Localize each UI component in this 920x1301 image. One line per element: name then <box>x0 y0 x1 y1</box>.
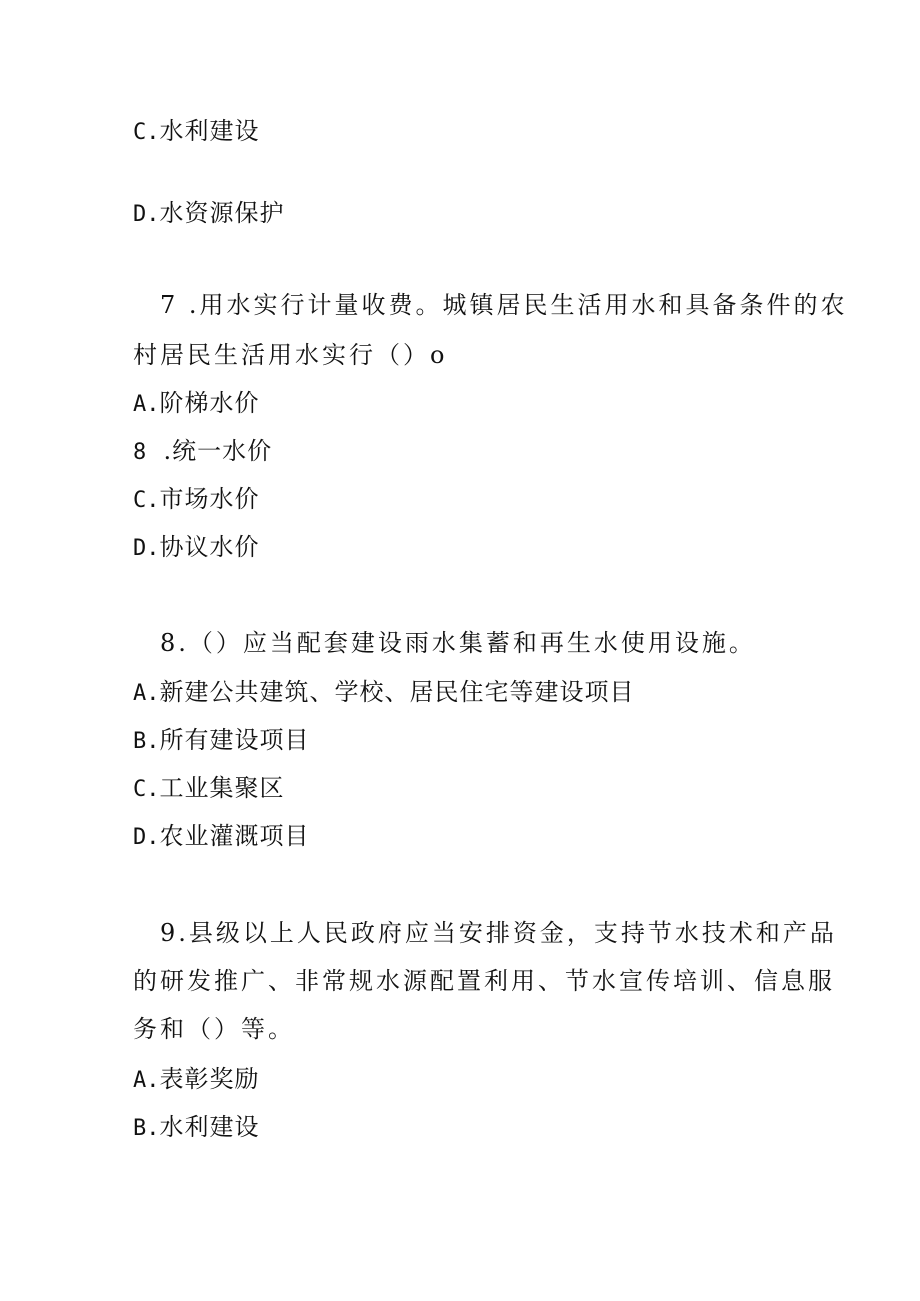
option-text: 水利建设 <box>159 1113 260 1141</box>
q9-stem-line-2: 的研发推广、非常规水源配置利用、节水宣传培训、信息服 <box>133 967 835 995</box>
q9-option-b <box>133 1112 260 1144</box>
q7-option-c <box>133 484 260 516</box>
option-label: D. <box>133 202 160 227</box>
q8-option-b <box>133 725 310 757</box>
option-text: .统一水价 <box>146 437 273 465</box>
option-text: 水利建设 <box>159 117 260 145</box>
q8-option-c <box>133 773 285 805</box>
option-label: A. <box>133 681 160 706</box>
option-label: C. <box>133 488 160 513</box>
option-label: B. <box>133 1116 160 1141</box>
q7-option-b <box>133 436 272 468</box>
option-label: A. <box>133 1068 160 1093</box>
option-label: D. <box>133 825 160 850</box>
option-text: 农业灌溉项目 <box>159 822 310 850</box>
option-label: D. <box>133 536 160 561</box>
q6-option-c <box>133 116 260 148</box>
option-text: 市场水价 <box>159 485 260 513</box>
option-text: 协议水价 <box>159 533 260 561</box>
option-text: 水资源保护 <box>159 199 285 227</box>
q6-option-d <box>133 198 285 230</box>
option-label: B. <box>133 729 160 754</box>
option-label: C. <box>133 120 160 145</box>
option-label: A. <box>133 392 160 417</box>
option-text: 工业集聚区 <box>159 774 285 802</box>
q7-option-d <box>133 532 260 564</box>
q8-option-a <box>133 677 635 709</box>
option-label: 8 <box>133 440 147 465</box>
option-text: 新建公共建筑、学校、居民住宅等建设项目 <box>159 678 635 706</box>
q9-option-a <box>133 1064 260 1096</box>
q7-option-a <box>133 388 260 420</box>
option-text: 所有建设项目 <box>159 726 310 754</box>
option-text: 表彰奖励 <box>159 1065 260 1093</box>
q8-stem-line-1: 8.（）应当配套建设雨水集蓄和再生水使用设施。 <box>160 629 756 657</box>
q7-stem-line-1: 7 .用水实行计量收费。城镇居民生活用水和具备条件的农 <box>160 291 848 319</box>
q8-option-d <box>133 821 310 853</box>
option-label: C. <box>133 777 160 802</box>
q7-stem-line-2: 村居民生活用水实行（）o <box>133 341 448 369</box>
option-text: 阶梯水价 <box>159 389 260 417</box>
q9-stem-line-3: 务和（）等。 <box>133 1015 295 1043</box>
q9-stem-line-1: 9.县级以上人民政府应当安排资金，支持节水技术和产品 <box>160 919 837 947</box>
